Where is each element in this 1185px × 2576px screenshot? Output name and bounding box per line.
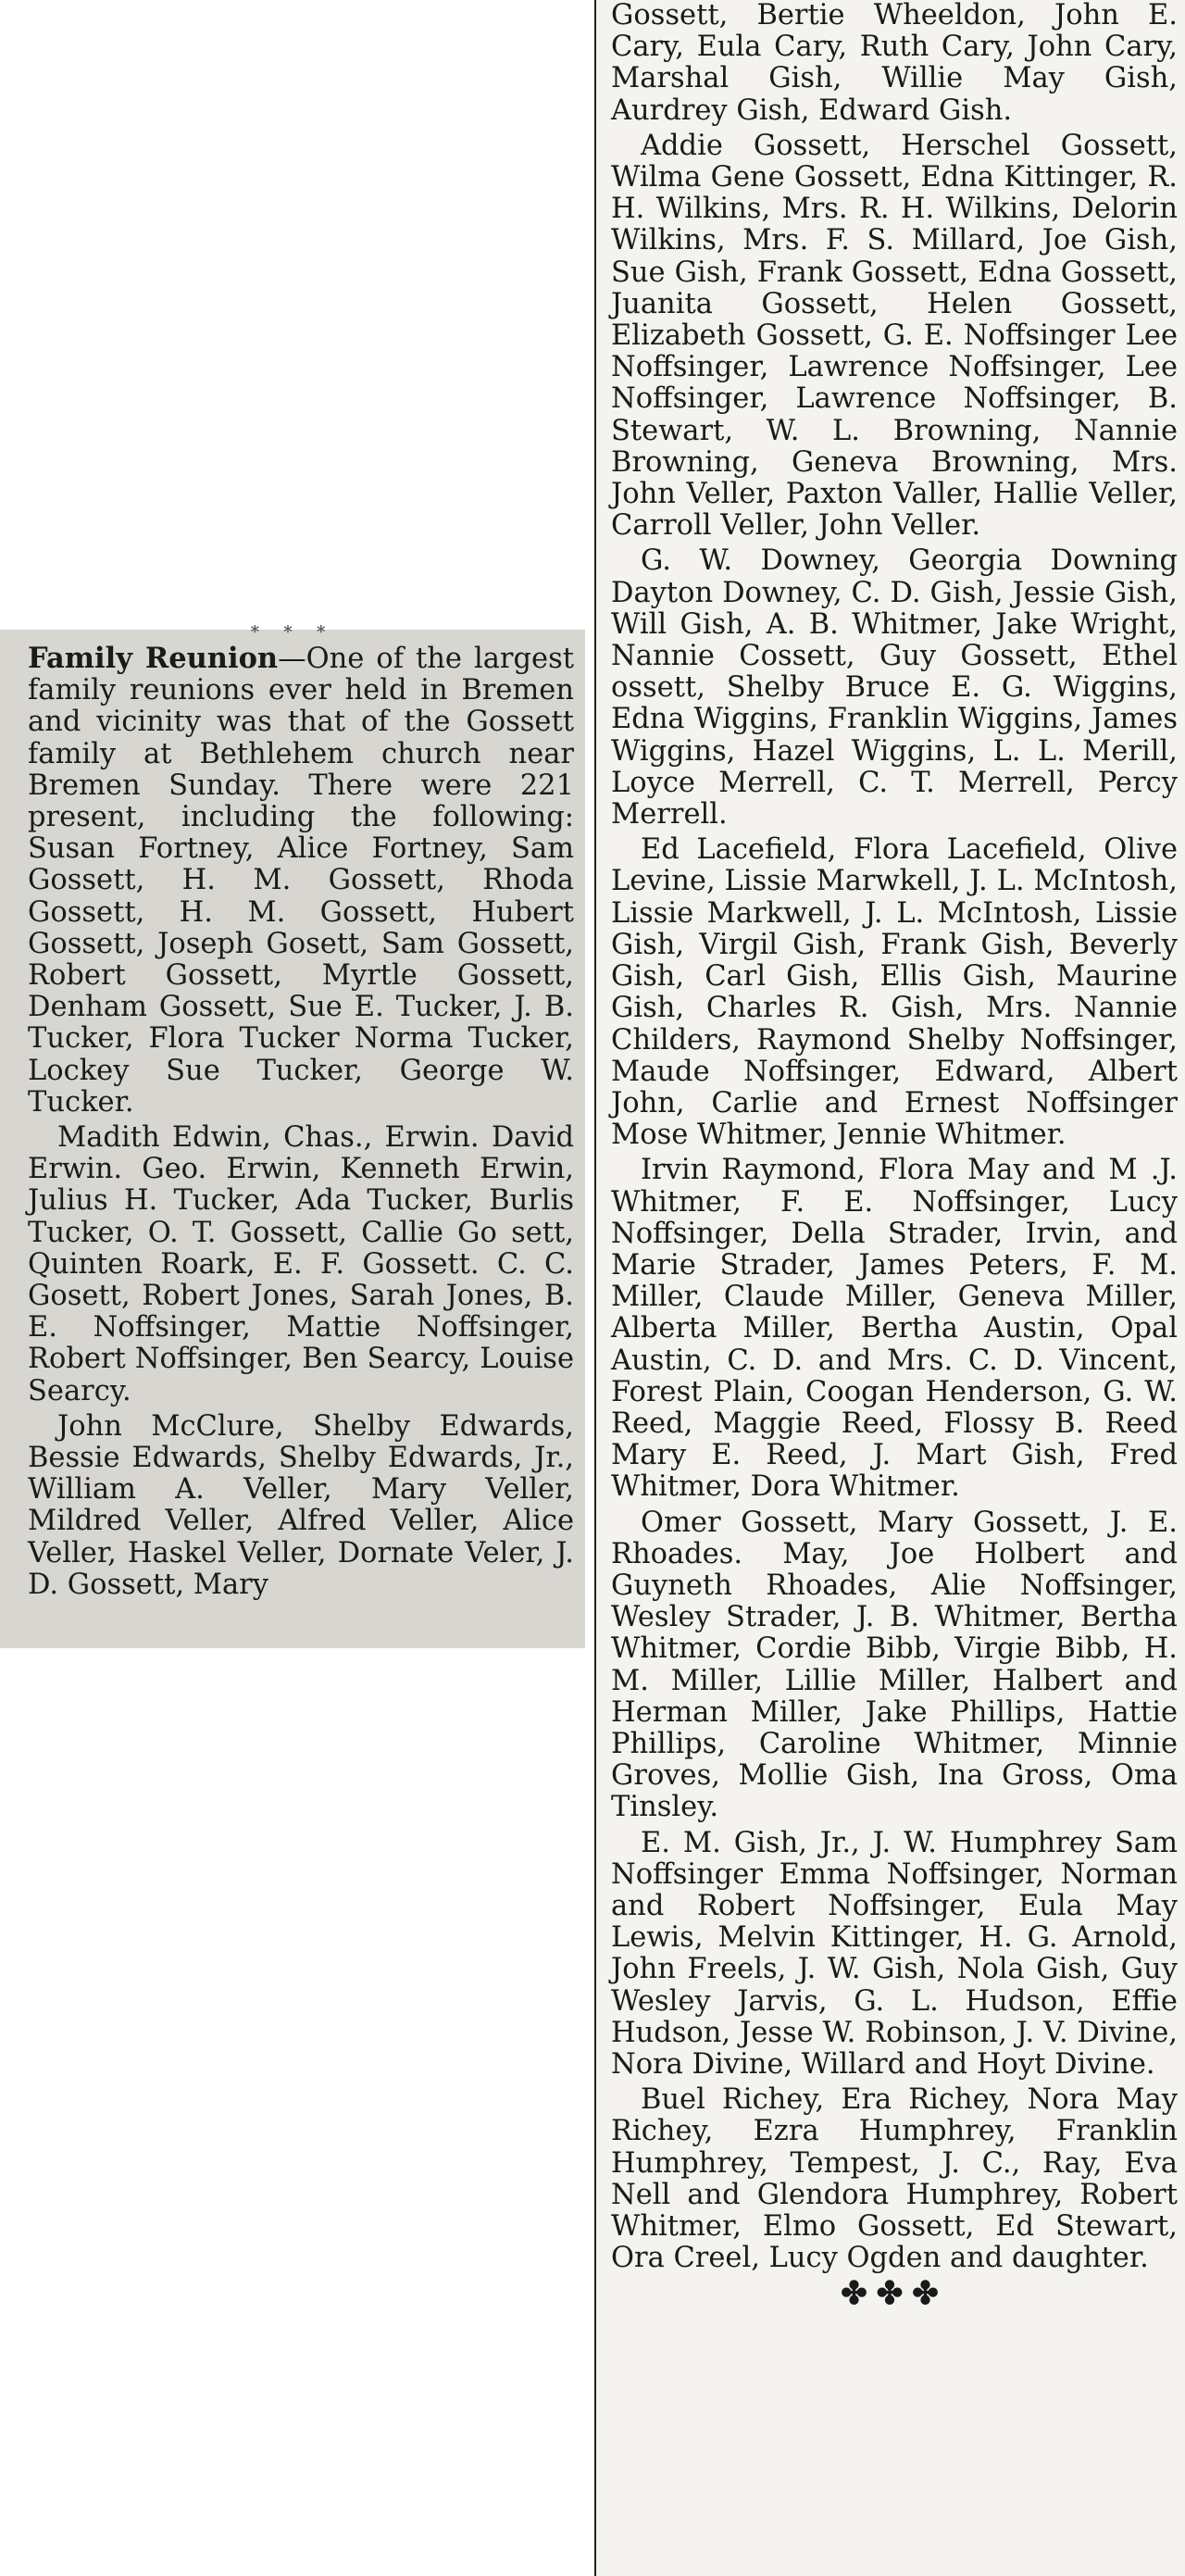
article-paragraph-2: Madith Edwin, Chas., Erwin. David Erwin. Geo. Erwin, Kenneth Erwin, Julius H. Tucker, Ada Tucker, Burlis Tucker, O. T. Gossett, Callie Go sett, Quinten Roark, E. F. Gossett. C. C. Gosett, Robert Jones, Sarah Jones, B. E. Noffsinger, Mattie Noffsinger, Robert Noffsinger, Ben Searcy, Louise Searcy. — [28, 1121, 574, 1407]
article-paragraph-3: John McClure, Shelby Edwards, Bessie Edwards, Shelby Edwards, Jr., William A. Veller, Mary Veller, Mildred Veller, Alfred Veller, Alice Veller, Haskel Veller, Dornate Veler, J. D. Gossett, Mary — [28, 1409, 574, 1601]
article-paragraph-1-text: —One of the largest family reunions ever held in Bremen and vicinity was that of the Gossett family at Bethlehem church near Bremen Sunday. There were 221 present, including the following: Susan Fortney, Alice Fortney, Sam Gossett, H. M. Gossett, Rhoda Gossett, H. M. Gossett, Hubert Gossett, Joseph Gosett, Sam Gossett, Robert Gossett, Myrtle Gossett, Denham Gossett, Sue E. Tucker, J. B. Tucker, Flora Tucker Norma Tucker, Lockey Sue Tucker, George W. Tucker. — [28, 643, 574, 1119]
top-ornament: * * * — [250, 622, 335, 642]
article-paragraph-10: Buel Richey, Era Richey, Nora May Richey, Ezra Humphrey, Franklin Humphrey, Tempest, J. C., Ray, Eva Nell and Glendora Humphrey, Robert Whitmer, Elmo Gossett, Ed Stewart, Ora Creel, Lucy Ogden and daughter. — [611, 2083, 1178, 2275]
article-paragraph-4: Addie Gossett, Herschel Gossett, Wilma Gene Gossett, Edna Kittinger, R. H. Wilkins, Mrs. R. H. Wilkins, Delorin Wilkins, Mrs. F. S. Millard, Joe Gish, Sue Gish, Frank Gossett, Edna Gossett, Juanita Gossett, Helen Gossett, Elizabeth Gossett, G. E. Noffsinger Lee Noffsinger, Lawrence Noffsinger, Lee Noffsinger, Lawrence Noffsinger, B. Stewart, W. L. Browning, Nannie Browning, Geneva Browning, Mrs. John Veller, Paxton Valler, Hallie Veller, Carroll Veller, John Veller. — [611, 129, 1178, 543]
article-paragraph-9: E. M. Gish, Jr., J. W. Humphrey Sam Noffsinger Emma Noffsinger, Norman and Robert Noffsinger, Eula May Lewis, Melvin Kittinger, H. G. Arnold, John Freels, J. W. Gish, Nola Gish, Guy Wesley Jarvis, G. L. Hudson, Effie Hudson, Jesse W. Robinson, J. V. Divine, Nora Divine, Willard and Hoyt Divine. — [611, 1826, 1178, 2081]
article-paragraph-5: G. W. Downey, Georgia Downing Dayton Downey, C. D. Gish, Jessie Gish, Will Gish, A. B. Whitmer, Jake Wright, Nannie Cossett, Guy Gossett, Ethel ossett, Shelby Bruce E. G. Wiggins, Edna Wiggins, Franklin Wiggins, James Wiggins, Hazel Wiggins, L. L. Merill, Loyce Merrell, C. T. Merrell, Percy Merrell. — [611, 544, 1178, 832]
article-paragraph-6: Ed Lacefield, Flora Lacefield, Olive Levine, Lissie Marwkell, J. L. McIntosh, Lissie Markwell, J. L. McIntosh, Lissie Gish, Virgil Gish, Frank Gish, Beverly Gish, Carl Gish, Ellis Gish, Maurine Gish, Charles R. Gish, Mrs. Nannie Childers, Raymond Shelby Noffsinger, Maude Noffsinger, Edward, Albert John, Carlie and Ernest Noffsinger Mose Whitmer, Jennie Whitmer. — [611, 833, 1178, 1152]
left-column — [0, 622, 585, 1648]
article-paragraph-7: Irvin Raymond, Flora May and M .J. Whitmer, F. E. Noffsinger, Lucy Noffsinger, Della Strader, Irvin, and Marie Strader, James Peters, F. M. Miller, Claude Miller, Geneva Miller, Alberta Miller, Bertha Austin, Opal Austin, C. D. and Mrs. C. D. Vincent, Forest Plain, Coogan Henderson, G. W. Reed, Maggie Reed, Flossy B. Reed Mary E. Reed, J. Mart Gish, Fred Whitmer, Dora Whitmer. — [611, 1154, 1178, 1504]
end-ornament: ✤✤✤ — [841, 2275, 948, 2313]
article-headline: Family Reunion — [28, 642, 279, 675]
article-paragraph-3-continued: Gossett, Bertie Wheeldon, John E. Cary, Eula Cary, Ruth Cary, John Cary, Marshal Gish, Willie May Gish, Aurdrey Gish, Edward Gish. — [611, 0, 1178, 127]
right-column — [594, 0, 1185, 2576]
article-paragraph-1 — [28, 643, 574, 1119]
article-paragraph-8: Omer Gossett, Mary Gossett, J. E. Rhoades. May, Joe Holbert and Guyneth Rhoades, Alie Noffsinger, Wesley Strader, J. B. Whitmer, Bertha Whitmer, Cordie Bibb, Virgie Bibb, H. M. Miller, Lillie Miller, Halbert and Herman Miller, Jake Phillips, Hattie Phillips, Caroline Whitmer, Minnie Groves, Mollie Gish, Ina Gross, Oma Tinsley. — [611, 1506, 1178, 1824]
